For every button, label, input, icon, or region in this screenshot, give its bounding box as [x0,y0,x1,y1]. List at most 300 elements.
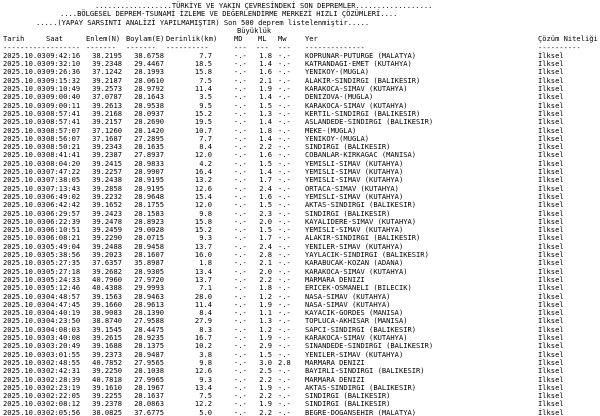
event-ml: 1.6 [259,67,272,77]
event-location: KAYACIK-GORDES (MANISA) [305,308,404,318]
event-location: NASA-SIMAV (KUTAHYA) [305,299,391,309]
column-header-lat: Enlem(N) [86,34,121,44]
event-time: 09:00:11 [46,100,81,110]
table-row [0,77,600,85]
table-row [0,52,600,60]
event-location: SINANDEDE-SINDIRGI (BALIKESIR) [305,341,434,351]
event-md: -.- [234,341,247,351]
event-latitude: 39.2373 [92,349,122,359]
event-md: -.- [234,266,247,276]
event-depth: 7.5 [199,391,212,401]
column-header-md: MD [234,34,243,44]
event-longitude: 28.1038 [134,366,164,376]
event-date: 2025.10.03 [3,291,46,301]
event-longitude: 27.8937 [134,150,164,160]
event-depth: 1.8 [199,258,212,268]
event-time: 04:23:50 [46,316,81,326]
event-mw: -.- [278,266,291,276]
event-time: 04:48:57 [46,291,81,301]
event-location: YEMISLI-SIMAV (KUTAHYA) [305,167,404,176]
event-location: YENILER-SIMAV (KUTAHYA) [305,241,404,251]
event-quality: İlksel [538,333,564,342]
table-row [0,251,600,259]
table-row [0,93,600,101]
event-date: 2025.10.03 [3,216,46,226]
event-latitude: 39.2488 [92,241,122,251]
event-location: YEMISLI-SIMAV (KUTAHYA) [305,175,404,185]
event-time: 08:04:20 [46,158,81,168]
event-latitude: 39.2187 [92,75,122,85]
event-depth: 3.5 [199,92,212,102]
event-date: 2025.10.03 [3,382,46,392]
separator-lat: ------- [86,42,116,52]
event-time: 05:49:04 [46,241,81,251]
table-row [0,127,600,135]
event-longitude: 28.9833 [134,158,164,168]
event-time: 05:27:35 [46,258,81,268]
event-date: 2025.10.03 [3,117,46,127]
event-mw: -.- [278,341,291,351]
event-depth: 15.2 [194,225,212,235]
event-mw: -.- [278,142,291,152]
event-location: MARMARA DENIZI [305,274,365,284]
event-latitude: 39.1688 [92,341,122,351]
separator-date: ---------- [3,42,46,52]
event-latitude: 39.1610 [92,382,122,392]
event-quality: İlksel [538,125,564,135]
event-location: YEMISLI-SIMAV (KUTAHYA) [305,191,404,201]
event-md: -.- [234,241,247,251]
event-time: 06:08:21 [46,233,81,243]
table-row [0,326,600,334]
event-depth: 13.2 [194,175,212,185]
event-depth: 9.8 [199,357,212,367]
event-location: SINDIRGI (BALIKESIR) [305,391,391,401]
event-depth: 16.0 [194,250,212,259]
event-md: -.- [234,216,247,226]
table-row [0,110,600,118]
event-date: 2025.10.03 [3,250,46,259]
event-ml: 2.1 [259,258,272,268]
event-quality: İlksel [538,291,564,301]
event-md: -.- [234,150,247,160]
event-mw: -.- [278,316,291,326]
table-row [0,268,600,276]
table-row [0,284,600,292]
separator-lon: ------- [126,42,156,52]
event-ml: 1.4 [259,92,272,102]
event-md: -.- [234,283,247,293]
event-ml: 2.2 [259,391,272,401]
event-date: 2025.10.03 [3,92,46,102]
event-latitude: 39.2615 [92,333,122,342]
event-date: 2025.10.03 [3,100,46,110]
event-mw: -.- [278,241,291,251]
event-quality: İlksel [538,50,564,60]
event-time: 09:32:10 [46,59,81,69]
event-quality: İlksel [538,374,564,384]
event-md: -.- [234,117,247,127]
event-md: -.- [234,324,247,334]
event-quality: İlksel [538,283,564,293]
event-time: 02:22:05 [46,391,81,401]
event-longitude: 28.9487 [134,349,164,359]
event-md: -.- [234,374,247,384]
event-depth: 16.7 [194,333,212,342]
event-date: 2025.10.03 [3,133,46,143]
event-md: -.- [234,142,247,152]
event-quality: İlksel [538,341,564,351]
table-row [0,160,600,168]
event-md: -.- [234,399,247,409]
event-date: 2025.10.03 [3,200,46,210]
event-longitude: 29.9993 [134,283,164,293]
event-depth: 27.9 [194,316,212,326]
event-longitude: 28.9458 [134,241,164,251]
event-ml: 2.2 [259,374,272,384]
event-md: -.- [234,100,247,110]
table-row [0,384,600,392]
event-md: -.- [234,167,247,176]
event-latitude: 39.2250 [92,366,122,376]
event-longitude: 28.9463 [134,291,164,301]
event-ml: 3.0 [259,357,272,367]
table-row [0,359,600,367]
event-ml: 2.5 [259,366,272,376]
event-md: -.- [234,183,247,193]
event-date: 2025.10.03 [3,333,46,342]
event-mw: -.- [278,382,291,392]
event-depth: 9.3 [199,233,212,243]
magnitude-group-label: Büyüklük [237,25,272,35]
event-date: 2025.10.03 [3,50,46,60]
event-ml: 1.7 [259,175,272,185]
event-md: -.- [234,333,247,342]
event-mw: -.- [278,158,291,168]
event-depth: 8.4 [199,142,212,152]
event-longitude: 37.6775 [134,407,164,416]
event-location: TOPLUCA-AKHISAR (MANISA) [305,316,408,326]
separator-row [0,44,600,52]
event-location: AKTAS-SINDIRGI (BALIKESIR) [305,382,417,392]
event-mw: -.- [278,233,291,243]
table-row [0,210,600,218]
event-longitude: 28.1420 [134,125,164,135]
event-date: 2025.10.03 [3,407,46,416]
column-header-ml: ML [258,34,267,44]
event-date: 2025.10.03 [3,266,46,276]
event-mw: -.- [278,258,291,268]
event-quality: İlksel [538,84,564,93]
event-date: 2025.10.03 [3,225,46,235]
event-longitude: 27.9588 [134,316,164,326]
event-md: -.- [234,208,247,218]
event-mw: -.- [278,208,291,218]
event-quality: İlksel [538,266,564,276]
event-mw: -.- [278,167,291,176]
event-location: KARAKOCA-SIMAV (KUTAHYA) [305,100,408,110]
event-latitude: 39.2423 [92,208,122,218]
event-depth: 9.5 [199,100,212,110]
event-quality: İlksel [538,391,564,401]
event-mw: -.- [278,407,291,416]
event-depth: 12.6 [194,183,212,193]
event-depth: 8.4 [199,308,212,318]
event-depth: 5.0 [199,407,212,416]
table-row [0,334,600,342]
event-depth: 28.0 [194,291,212,301]
event-ml: 1.2 [259,324,272,334]
event-longitude: 35.8987 [134,258,164,268]
event-ml: 1.9 [259,84,272,93]
event-depth: 7.1 [199,283,212,293]
event-quality: İlksel [538,100,564,110]
event-ml: 1.5 [259,200,272,210]
event-longitude: 28.9907 [134,167,164,176]
event-latitude: 40.7852 [92,357,122,367]
event-time: 06:42:42 [46,200,81,210]
event-longitude: 28.1375 [134,341,164,351]
event-depth: 7.7 [199,133,212,143]
table-row [0,68,600,76]
event-location: MEKE-(MUGLA) [305,125,357,135]
event-longitude: 28.9195 [134,175,164,185]
event-depth: 18.5 [194,59,212,69]
separator-quality: ---------- [538,42,581,52]
event-time: 02:23:19 [46,382,81,392]
event-md: -.- [234,308,247,318]
event-ml: 2.4 [259,183,272,193]
event-ml: 1.7 [259,233,272,243]
event-location: NASA-SIMAV (KUTAHYA) [305,291,391,301]
event-longitude: 28.4475 [134,324,164,334]
event-ml: 1.5 [259,225,272,235]
event-latitude: 39.2255 [92,391,122,401]
table-row [0,400,600,408]
table-row [0,102,600,110]
event-quality: İlksel [538,183,564,193]
event-time: 08:57:41 [46,108,81,118]
event-depth: 15.2 [194,108,212,118]
event-time: 02:05:56 [46,407,81,416]
event-time: 04:40:19 [46,308,81,318]
event-longitude: 28.0610 [134,75,164,85]
event-date: 2025.10.03 [3,125,46,135]
event-location: YENIKOY-(MUGLA) [305,133,370,143]
event-latitude: 39.2343 [92,142,122,152]
event-date: 2025.10.03 [3,274,46,284]
event-date: 2025.10.03 [3,308,46,318]
event-longitude: 28.0715 [134,233,164,243]
event-time: 02:08:12 [46,399,81,409]
event-quality: İlksel [538,175,564,185]
event-ml: 1.6 [259,150,272,160]
separator-time: -------- [46,42,81,52]
event-quality: İlksel [538,158,564,168]
event-ml: 2.1 [259,75,272,85]
event-md: -.- [234,59,247,69]
event-mw: -.- [278,333,291,342]
separator-depth: ---------- [166,42,209,52]
event-date: 2025.10.03 [3,241,46,251]
event-quality: İlksel [538,108,564,118]
event-depth: 7.7 [199,50,212,60]
event-mw: 2.8 [278,357,291,367]
table-row [0,342,600,350]
table-row [0,135,600,143]
event-latitude: 39.1563 [92,291,122,301]
event-ml: 1.8 [259,283,272,293]
event-mw: -.- [278,374,291,384]
table-row [0,367,600,375]
event-depth: 19.5 [194,117,212,127]
event-latitude: 37.0787 [92,92,122,102]
event-depth: 7.5 [199,75,212,85]
event-md: -.- [234,191,247,201]
event-depth: 13.4 [194,382,212,392]
event-latitude: 40.4388 [92,283,122,293]
event-time: 02:28:39 [46,374,81,384]
event-mw: -.- [278,366,291,376]
event-date: 2025.10.03 [3,150,46,160]
event-md: -.- [234,158,247,168]
event-md: -.- [234,299,247,309]
event-quality: İlksel [538,117,564,127]
event-ml: 1.3 [259,316,272,326]
event-latitude: 38.9083 [92,308,122,318]
event-ml: 2.9 [259,341,272,351]
event-md: -.- [234,75,247,85]
event-quality: İlksel [538,67,564,77]
event-quality: İlksel [538,142,564,152]
event-location: ORTACA-SIMAV (KUTAHYA) [305,183,399,193]
event-longitude: 28.9648 [134,191,164,201]
event-depth: 12.0 [194,150,212,160]
event-md: -.- [234,233,247,243]
event-depth: 9.8 [199,208,212,218]
event-mw: -.- [278,216,291,226]
table-row [0,259,600,267]
event-quality: İlksel [538,324,564,334]
event-time: 06:49:02 [46,191,81,201]
event-location: AKTAS-SINDIRGI (BALIKESIR) [305,200,417,210]
event-location: COBANLAR-KIRKAGAC (MANISA) [305,150,417,160]
event-depth: 12.2 [194,399,212,409]
event-location: KARAKOCA-SIMAV (KUTAHYA) [305,84,408,93]
event-latitude: 39.2348 [92,59,122,69]
event-quality: İlksel [538,200,564,210]
event-mw: -.- [278,92,291,102]
event-depth: 3.8 [199,349,212,359]
event-date: 2025.10.03 [3,324,46,334]
event-time: 05:12:46 [46,283,81,293]
event-longitude: 28.1583 [134,208,164,218]
event-quality: İlksel [538,208,564,218]
event-longitude: 28.0937 [134,108,164,118]
event-latitude: 37.1260 [92,125,122,135]
event-depth: 10.7 [194,125,212,135]
event-mw: -.- [278,399,291,409]
event-latitude: 39.2478 [92,216,122,226]
event-longitude: 28.0863 [134,399,164,409]
event-date: 2025.10.03 [3,208,46,218]
event-longitude: 27.9965 [134,374,164,384]
event-md: -.- [234,250,247,259]
event-latitude: 39.2858 [92,183,122,193]
column-header-time: Saat [46,34,64,44]
event-quality: İlksel [538,167,564,176]
event-longitude: 28.1607 [134,250,164,259]
event-quality: İlksel [538,399,564,409]
event-quality: İlksel [538,274,564,284]
event-location: YENIKOY-(MUGLA) [305,67,370,77]
event-latitude: 39.2459 [92,225,122,235]
event-date: 2025.10.03 [3,374,46,384]
table-row [0,60,600,68]
event-mw: -.- [278,50,291,60]
event-ml: 1.8 [259,125,272,135]
header-agency: ....BÖLGESEL DEPREM-TSUNAMİ İZLEME VE DEĞERLENDİRME MERKEZİ HIZLI ÇÖZÜMLERİ.... [60,9,398,19]
table-row [0,218,600,226]
event-time: 09:15:32 [46,75,81,85]
event-date: 2025.10.03 [3,183,46,193]
event-latitude: 39.2378 [92,399,122,409]
table-row [0,201,600,209]
event-depth: 15.8 [194,216,212,226]
event-quality: İlksel [538,191,564,201]
column-header-depth: Derinlik(km) [166,34,218,44]
event-mw: -.- [278,175,291,185]
event-time: 07:13:43 [46,183,81,193]
event-latitude: 39.2573 [92,84,122,93]
event-depth: 11.4 [194,299,212,309]
event-latitude: 39.2387 [92,150,122,160]
event-date: 2025.10.03 [3,391,46,401]
event-time: 03:01:55 [46,349,81,359]
table-row [0,293,600,301]
event-date: 2025.10.03 [3,59,46,69]
event-time: 06:29:57 [46,208,81,218]
table-row [0,185,600,193]
table-row [0,351,600,359]
event-md: -.- [234,225,247,235]
event-latitude: 37.1687 [92,133,122,143]
table-row [0,234,600,242]
table-row [0,301,600,309]
event-longitude: 27.9720 [134,274,164,284]
event-quality: İlksel [538,233,564,243]
event-longitude: 28.8923 [134,216,164,226]
event-longitude: 28.9235 [134,333,164,342]
event-date: 2025.10.03 [3,75,46,85]
event-location: SAPCI-SINDIRGI (BALIKESIR) [305,324,417,334]
event-ml: 1.5 [259,100,272,110]
column-header-date: Tarih [3,34,25,44]
event-quality: İlksel [538,407,564,416]
event-time: 06:10:51 [46,225,81,235]
event-latitude: 39.2023 [92,250,122,259]
event-mw: -.- [278,84,291,93]
event-location: MARMARA DENIZI [305,374,365,384]
separator-mw: --- [278,42,291,52]
event-ml: 1.9 [259,382,272,392]
event-mw: -.- [278,308,291,318]
event-location: KARABUCAK-KOZAN (ADANA) [305,258,404,268]
event-mw: -.- [278,274,291,284]
event-ml: 2.2 [259,274,272,284]
event-quality: İlksel [538,258,564,268]
event-location: KARAKOCA-SIMAV (KUTAHYA) [305,333,408,342]
